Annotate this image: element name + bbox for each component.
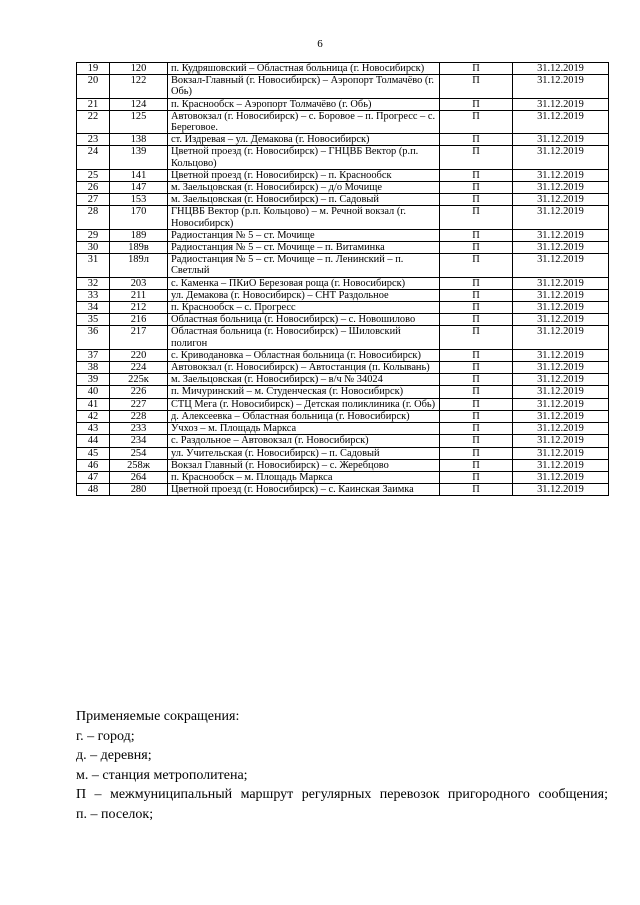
- table-row: [77, 242, 609, 254]
- valid-until-cell: 31.12.2019: [513, 98, 609, 110]
- route-type-cell: П: [440, 75, 513, 98]
- row-number-cell: 33: [77, 289, 110, 301]
- table-row: [77, 410, 609, 422]
- route-number-cell: 258ж: [110, 459, 168, 471]
- abbreviations-section: [76, 707, 608, 824]
- table-row: [77, 182, 609, 194]
- route-name-cell: Цветной проезд (г. Новосибирск) – п. Краснообск: [168, 169, 440, 181]
- route-type-cell: П: [440, 146, 513, 169]
- table-row: [77, 374, 609, 386]
- valid-until-cell: 31.12.2019: [513, 423, 609, 435]
- route-type-cell: П: [440, 242, 513, 254]
- route-number-cell: 189л: [110, 254, 168, 277]
- route-number-cell: 225к: [110, 374, 168, 386]
- route-type-cell: П: [440, 182, 513, 194]
- valid-until-cell: 31.12.2019: [513, 410, 609, 422]
- table-row: [77, 110, 609, 133]
- route-number-cell: 264: [110, 471, 168, 483]
- route-number-cell: 212: [110, 302, 168, 314]
- route-number-cell: 280: [110, 484, 168, 496]
- route-number-cell: 170: [110, 206, 168, 229]
- row-number-cell: 24: [77, 146, 110, 169]
- route-type-cell: П: [440, 423, 513, 435]
- route-name-cell: Вокзал-Главный (г. Новосибирск) – Аэропорт Толмачёво (г. Обь): [168, 75, 440, 98]
- route-name-cell: м. Заельцовская (г. Новосибирск) – д/о Мочище: [168, 182, 440, 194]
- valid-until-cell: 31.12.2019: [513, 349, 609, 361]
- valid-until-cell: 31.12.2019: [513, 326, 609, 349]
- route-name-cell: ст. Издревая – ул. Демакова (г. Новосибирск): [168, 134, 440, 146]
- valid-until-cell: 31.12.2019: [513, 435, 609, 447]
- table-row: [77, 484, 609, 496]
- route-number-cell: 228: [110, 410, 168, 422]
- route-name-cell: ул. Демакова (г. Новосибирск) – СНТ Раздольное: [168, 289, 440, 301]
- route-name-cell: с. Криводановка – Областная больница (г. Новосибирск): [168, 349, 440, 361]
- valid-until-cell: 31.12.2019: [513, 314, 609, 326]
- route-type-cell: П: [440, 398, 513, 410]
- table-row: [77, 146, 609, 169]
- row-number-cell: 42: [77, 410, 110, 422]
- route-name-cell: м. Заельцовская (г. Новосибирск) – в/ч № 34024: [168, 374, 440, 386]
- valid-until-cell: 31.12.2019: [513, 289, 609, 301]
- route-type-cell: П: [440, 314, 513, 326]
- abbreviation-item: П – межмуниципальный маршрут регулярных перевозок пригородного сообщения;: [76, 787, 608, 802]
- abbreviation-item: г. – город;: [76, 728, 135, 744]
- route-name-cell: Автовокзал (г. Новосибирск) – Автостанция (п. Колывань): [168, 362, 440, 374]
- row-number-cell: 47: [77, 471, 110, 483]
- row-number-cell: 19: [77, 63, 110, 75]
- valid-until-cell: 31.12.2019: [513, 75, 609, 98]
- table-row: [77, 98, 609, 110]
- table-row: [77, 194, 609, 206]
- route-name-cell: п. Краснообск – Аэропорт Толмачёво (г. Обь): [168, 98, 440, 110]
- route-name-cell: ул. Учительская (г. Новосибирск) – п. Садовый: [168, 447, 440, 459]
- row-number-cell: 20: [77, 75, 110, 98]
- route-type-cell: П: [440, 326, 513, 349]
- row-number-cell: 48: [77, 484, 110, 496]
- route-name-cell: п. Краснообск – м. Площадь Маркса: [168, 471, 440, 483]
- valid-until-cell: 31.12.2019: [513, 277, 609, 289]
- route-type-cell: П: [440, 254, 513, 277]
- valid-until-cell: 31.12.2019: [513, 374, 609, 386]
- route-number-cell: 224: [110, 362, 168, 374]
- table-row: [77, 63, 609, 75]
- route-number-cell: 153: [110, 194, 168, 206]
- route-number-cell: 226: [110, 386, 168, 398]
- table-row: [77, 435, 609, 447]
- row-number-cell: 36: [77, 326, 110, 349]
- route-type-cell: П: [440, 134, 513, 146]
- route-type-cell: П: [440, 349, 513, 361]
- valid-until-cell: 31.12.2019: [513, 182, 609, 194]
- route-type-cell: П: [440, 277, 513, 289]
- valid-until-cell: 31.12.2019: [513, 362, 609, 374]
- route-number-cell: 122: [110, 75, 168, 98]
- valid-until-cell: 31.12.2019: [513, 459, 609, 471]
- valid-until-cell: 31.12.2019: [513, 447, 609, 459]
- route-type-cell: П: [440, 459, 513, 471]
- route-name-cell: с. Раздольное – Автовокзал (г. Новосибирск): [168, 435, 440, 447]
- abbreviation-item: д. – деревня;: [76, 748, 152, 763]
- abbreviations-heading: Применяемые сокращения:: [76, 709, 240, 724]
- row-number-cell: 29: [77, 229, 110, 241]
- table-row: [77, 459, 609, 471]
- route-type-cell: П: [440, 374, 513, 386]
- route-name-cell: м. Заельцовская (г. Новосибирск) – п. Садовый: [168, 194, 440, 206]
- route-type-cell: П: [440, 194, 513, 206]
- route-number-cell: 189: [110, 229, 168, 241]
- route-number-cell: 254: [110, 447, 168, 459]
- valid-until-cell: 31.12.2019: [513, 471, 609, 483]
- table-row: [77, 302, 609, 314]
- abbreviation-item: м. – станция метрополитена;: [76, 767, 248, 783]
- row-number-cell: 22: [77, 110, 110, 133]
- row-number-cell: 30: [77, 242, 110, 254]
- valid-until-cell: 31.12.2019: [513, 398, 609, 410]
- valid-until-cell: 31.12.2019: [513, 134, 609, 146]
- valid-until-cell: 31.12.2019: [513, 110, 609, 133]
- valid-until-cell: 31.12.2019: [513, 169, 609, 181]
- route-name-cell: п. Краснообск – с. Прогресс: [168, 302, 440, 314]
- table-row: [77, 229, 609, 241]
- route-name-cell: с. Каменка – ПКиО Березовая роща (г. Новосибирск): [168, 277, 440, 289]
- route-name-cell: СТЦ Мега (г. Новосибирск) – Детская поликлиника (г. Обь): [168, 398, 440, 410]
- route-number-cell: 216: [110, 314, 168, 326]
- row-number-cell: 26: [77, 182, 110, 194]
- table-row: [77, 314, 609, 326]
- valid-until-cell: 31.12.2019: [513, 229, 609, 241]
- row-number-cell: 25: [77, 169, 110, 181]
- route-type-cell: П: [440, 206, 513, 229]
- table-row: [77, 277, 609, 289]
- row-number-cell: 31: [77, 254, 110, 277]
- table-row: [77, 471, 609, 483]
- route-type-cell: П: [440, 410, 513, 422]
- table-row: [77, 386, 609, 398]
- valid-until-cell: 31.12.2019: [513, 206, 609, 229]
- table-row: [77, 349, 609, 361]
- row-number-cell: 28: [77, 206, 110, 229]
- row-number-cell: 23: [77, 134, 110, 146]
- route-number-cell: 233: [110, 423, 168, 435]
- row-number-cell: 35: [77, 314, 110, 326]
- route-type-cell: П: [440, 169, 513, 181]
- row-number-cell: 46: [77, 459, 110, 471]
- route-name-cell: Областная больница (г. Новосибирск) – Шиловский полигон: [168, 326, 440, 349]
- row-number-cell: 40: [77, 386, 110, 398]
- table-row: [77, 169, 609, 181]
- routes-table-body: [77, 63, 609, 496]
- table-row: [77, 254, 609, 277]
- route-type-cell: П: [440, 362, 513, 374]
- route-name-cell: ГНЦВБ Вектор (р.п. Кольцово) – м. Речной вокзал (г. Новосибирск): [168, 206, 440, 229]
- table-row: [77, 362, 609, 374]
- route-type-cell: П: [440, 302, 513, 314]
- valid-until-cell: 31.12.2019: [513, 484, 609, 496]
- route-number-cell: 139: [110, 146, 168, 169]
- route-number-cell: 217: [110, 326, 168, 349]
- valid-until-cell: 31.12.2019: [513, 254, 609, 277]
- route-type-cell: П: [440, 63, 513, 75]
- valid-until-cell: 31.12.2019: [513, 146, 609, 169]
- route-number-cell: 125: [110, 110, 168, 133]
- route-name-cell: Вокзал Главный (г. Новосибирск) – с. Жеребцово: [168, 459, 440, 471]
- row-number-cell: 32: [77, 277, 110, 289]
- valid-until-cell: 31.12.2019: [513, 302, 609, 314]
- page-number: 6: [317, 38, 323, 50]
- route-name-cell: Учхоз – м. Площадь Маркса: [168, 423, 440, 435]
- route-type-cell: П: [440, 484, 513, 496]
- row-number-cell: 43: [77, 423, 110, 435]
- route-type-cell: П: [440, 98, 513, 110]
- abbreviation-item: п. – поселок;: [76, 806, 154, 822]
- row-number-cell: 27: [77, 194, 110, 206]
- route-number-cell: 203: [110, 277, 168, 289]
- route-number-cell: 234: [110, 435, 168, 447]
- row-number-cell: 44: [77, 435, 110, 447]
- route-type-cell: П: [440, 471, 513, 483]
- routes-table: [76, 62, 609, 496]
- valid-until-cell: 31.12.2019: [513, 63, 609, 75]
- route-type-cell: П: [440, 289, 513, 301]
- route-number-cell: 227: [110, 398, 168, 410]
- row-number-cell: 38: [77, 362, 110, 374]
- table-row: [77, 75, 609, 98]
- table-row: [77, 206, 609, 229]
- route-name-cell: п. Кудряшовский – Областная больница (г. Новосибирск): [168, 63, 440, 75]
- route-name-cell: Областная больница (г. Новосибирск) – с. Новошилово: [168, 314, 440, 326]
- valid-until-cell: 31.12.2019: [513, 242, 609, 254]
- table-row: [77, 326, 609, 349]
- route-number-cell: 147: [110, 182, 168, 194]
- route-name-cell: д. Алексеевка – Областная больница (г. Новосибирск): [168, 410, 440, 422]
- route-type-cell: П: [440, 447, 513, 459]
- table-row: [77, 289, 609, 301]
- route-type-cell: П: [440, 110, 513, 133]
- table-row: [77, 447, 609, 459]
- valid-until-cell: 31.12.2019: [513, 194, 609, 206]
- route-number-cell: 211: [110, 289, 168, 301]
- route-name-cell: Автовокзал (г. Новосибирск) – с. Боровое – п. Прогресс – с. Береговое.: [168, 110, 440, 133]
- route-type-cell: П: [440, 229, 513, 241]
- row-number-cell: 37: [77, 349, 110, 361]
- route-number-cell: 141: [110, 169, 168, 181]
- route-name-cell: п. Мичуринский – м. Студенческая (г. Новосибирск): [168, 386, 440, 398]
- table-row: [77, 134, 609, 146]
- route-name-cell: Радиостанция № 5 – ст. Мочище – п. Ленинский – п. Светлый: [168, 254, 440, 277]
- table-row: [77, 423, 609, 435]
- route-number-cell: 138: [110, 134, 168, 146]
- route-number-cell: 220: [110, 349, 168, 361]
- route-number-cell: 124: [110, 98, 168, 110]
- table-row: [77, 398, 609, 410]
- route-number-cell: 120: [110, 63, 168, 75]
- route-name-cell: Радиостанция № 5 – ст. Мочище – п. Витаминка: [168, 242, 440, 254]
- route-type-cell: П: [440, 435, 513, 447]
- route-name-cell: Цветной проезд (г. Новосибирск) – ГНЦВБ Вектор (р.п. Кольцово): [168, 146, 440, 169]
- route-name-cell: Радиостанция № 5 – ст. Мочище: [168, 229, 440, 241]
- row-number-cell: 21: [77, 98, 110, 110]
- row-number-cell: 39: [77, 374, 110, 386]
- route-name-cell: Цветной проезд (г. Новосибирск) – с. Каинская Заимка: [168, 484, 440, 496]
- row-number-cell: 41: [77, 398, 110, 410]
- route-number-cell: 189в: [110, 242, 168, 254]
- valid-until-cell: 31.12.2019: [513, 386, 609, 398]
- row-number-cell: 45: [77, 447, 110, 459]
- route-type-cell: П: [440, 386, 513, 398]
- row-number-cell: 34: [77, 302, 110, 314]
